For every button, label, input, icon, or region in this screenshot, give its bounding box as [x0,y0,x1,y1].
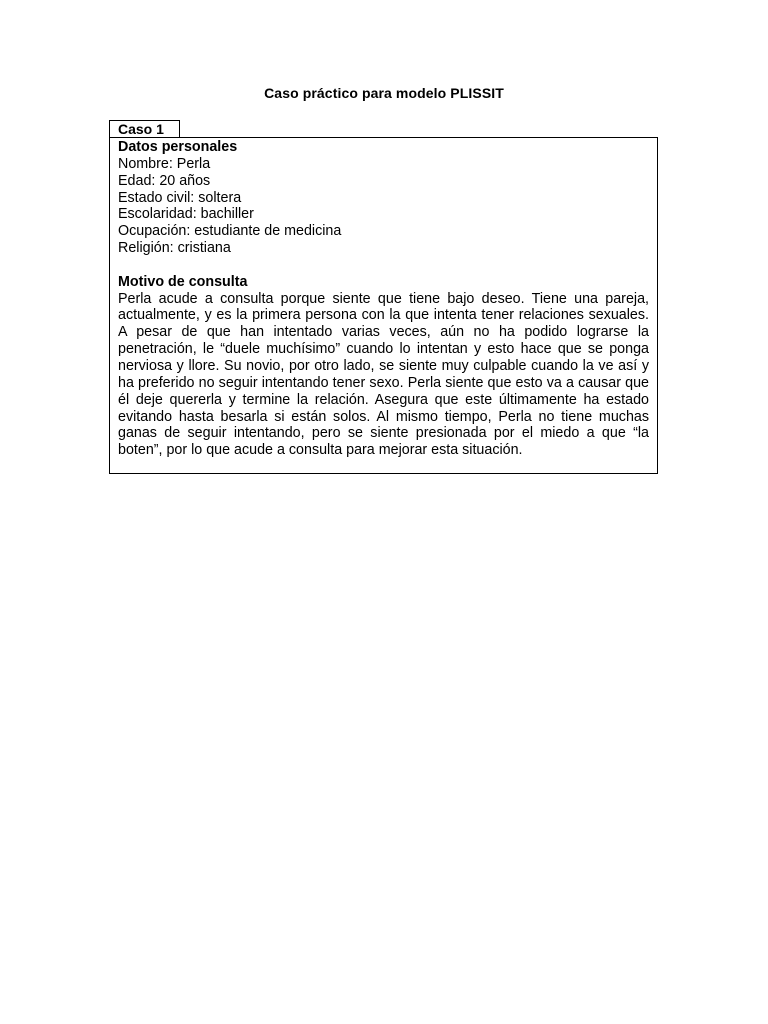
case-box [109,137,658,474]
info-line-occupation: Ocupación: estudiante de medicina [118,223,342,240]
info-line-age: Edad: 20 años [118,172,211,189]
personal-data-heading: Datos personales [118,139,238,155]
section-spacer [118,257,649,274]
case-tab-label: Caso 1 [109,120,180,137]
info-line-religion: Religión: cristiana [118,240,231,257]
reason-text: Perla acude a consulta porque siente que tiene bajo deseo. Tiene una pareja, actualmente, y es la primera persona con la que intenta tener relaciones sexuales. A pesar de que han intentado varias veces, aún no ha podido lograrse la penetración, le “duele muchísimo” cuando lo intentan y esto hace que se ponga nerviosa y llore. Su novio, por otro lado, se siente muy culpable cuando la ve así y ha preferido no seguir intentando tener sexo. Perla siente que esto va a causar que él deje quererla y termine la relación. Asegura que este últimamente ha estado evitando hasta besarla si están solos. Al mismo tiempo, Perla no tiene muchas ganas de seguir intentando, pero se siente presionada por el miedo a que “la boten”, por lo que acude a consulta para mejorar esta situación. [118,290,649,459]
reason-heading: Motivo de consulta [118,273,248,290]
page-title: Caso práctico para modelo PLISSIT [264,85,504,101]
info-line-name: Nombre: Perla [118,155,211,172]
info-line-education: Escolaridad: bachiller [118,206,254,223]
info-line-civil-status: Estado civil: soltera [118,189,242,206]
